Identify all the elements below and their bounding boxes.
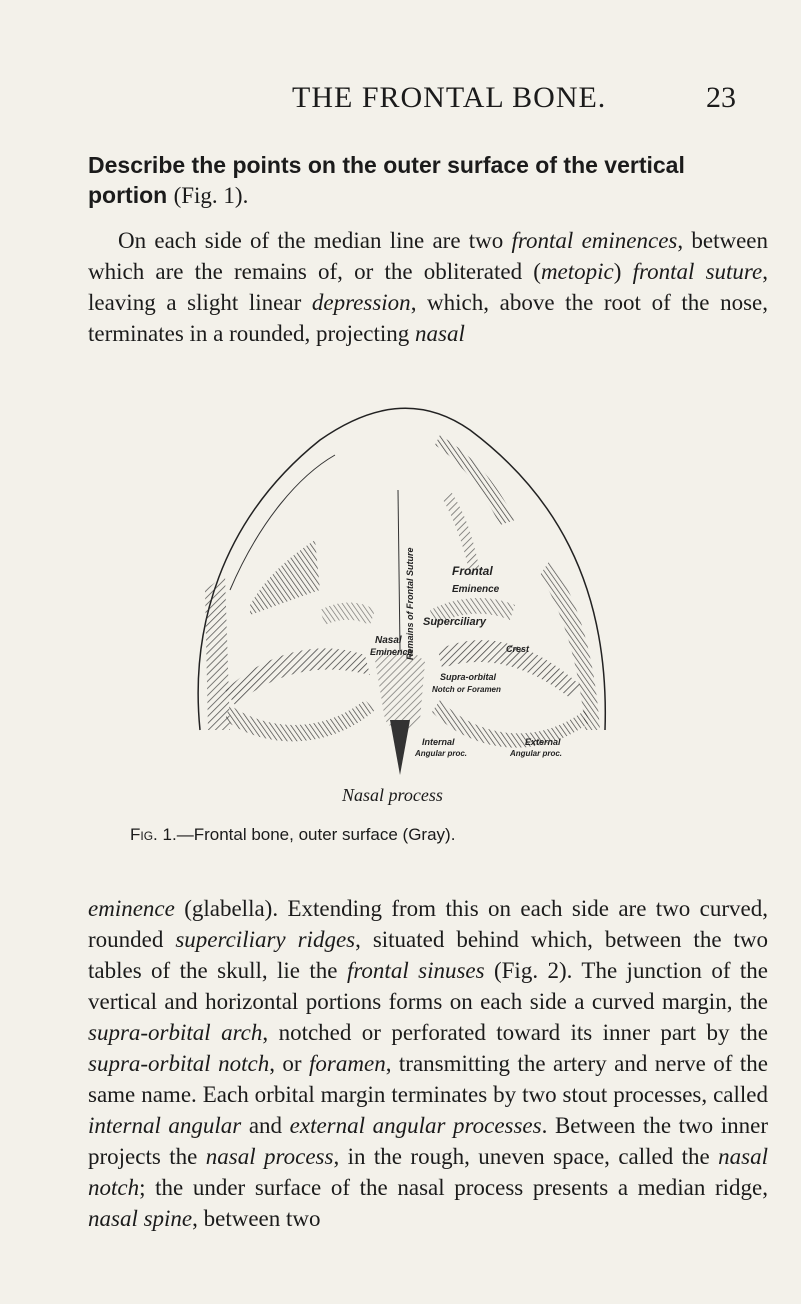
p1-term-frontal-suture: frontal suture	[632, 259, 763, 284]
p1-text: On each side of the median line are two	[118, 228, 512, 253]
p2-term: frontal sinuses	[346, 958, 485, 983]
question-text: Describe the points on the outer surface of the vertical portion	[88, 152, 685, 208]
p2-text: . Between the two inner projects the	[88, 1113, 769, 1169]
label-remains-frontal-suture: Remains of Frontal Suture	[405, 547, 415, 660]
label-notch-or-foramen: Notch or Foramen	[432, 685, 501, 694]
p2-term: foramen	[309, 1051, 386, 1076]
p2-text: , notched or perforated toward its inner part by the	[262, 1020, 768, 1045]
page-header	[0, 78, 801, 118]
p1-term-frontal-eminences: frontal eminences	[511, 228, 678, 253]
question-fig-ref: (Fig. 1).	[173, 183, 249, 208]
p1-text: , which, above the root of the nose, terminates in a rounded, projecting	[88, 290, 768, 346]
p2-term: superciliary ridges	[175, 927, 356, 952]
p2-text: , between two	[192, 1206, 321, 1231]
p2-text: (Fig. 2). The junction of the vertical and horizontal portions forms on each side a curved margin, the	[88, 958, 769, 1014]
label-eminence-2: Eminence	[370, 647, 413, 657]
p2-term: nasal notch	[88, 1144, 769, 1200]
p2-text: , or	[269, 1051, 310, 1076]
running-title: THE FRONTAL BONE.	[292, 81, 607, 114]
label-crest: Crest	[506, 644, 530, 654]
p2-text: (glabella). Extending from this on each side are two curved, rounded	[88, 896, 768, 952]
paragraph-1	[88, 225, 768, 349]
label-superciliary: Superciliary	[423, 616, 486, 628]
label-external-angular-proc: Angular proc.	[510, 749, 563, 758]
p2-term: internal angular	[88, 1113, 242, 1138]
p1-text: )	[613, 259, 633, 284]
p1-term-metopic: metopic	[540, 259, 614, 284]
label-internal: Internal	[422, 737, 455, 747]
label-internal-angular-proc: Angular proc.	[415, 749, 468, 758]
p1-term-depression: depression	[311, 290, 411, 315]
nasal-process-shape	[390, 720, 410, 775]
figure-caption	[130, 825, 690, 845]
p2-text: and	[241, 1113, 290, 1138]
p2-term: external angular processes	[289, 1113, 542, 1138]
label-nasal: Nasal	[375, 635, 402, 646]
left-temporal-shading	[205, 575, 230, 730]
frontal-bone-figure	[170, 400, 630, 785]
p2-text: , in the rough, uneven space, called the	[333, 1144, 719, 1169]
label-external: External	[525, 737, 561, 747]
p1-term-nasal: nasal	[415, 321, 465, 346]
p1-text: , between which are the remains of, or the obliterated (	[88, 228, 768, 284]
figure-number: Fig. 1.	[130, 825, 177, 844]
p2-text: , situated behind which, between the two tables of the skull, lie the	[88, 927, 768, 983]
p2-term: supra-orbital notch	[88, 1051, 270, 1076]
frontal-bone-illustration	[170, 400, 630, 785]
p2-term: supra-orbital arch	[88, 1020, 263, 1045]
label-nasal-process: Nasal process	[342, 785, 443, 805]
p2-text: ; the under surface of the nasal process presents a median ridge,	[139, 1175, 768, 1200]
label-supra-orbital: Supra-orbital	[440, 672, 497, 682]
p2-term: nasal process	[205, 1144, 334, 1169]
p2-term: eminence	[88, 896, 175, 921]
p1-text: , leaving a slight linear	[88, 259, 768, 315]
frontal-suture-line	[398, 490, 400, 650]
figure-caption-text: —Frontal bone, outer surface (Gray).	[176, 825, 456, 844]
label-frontal: Frontal	[452, 564, 493, 578]
paragraph-2	[88, 893, 768, 1234]
question-heading	[88, 150, 768, 211]
page-number: 23	[706, 81, 736, 114]
label-eminence: Eminence	[452, 584, 500, 595]
p2-text: , transmitting the artery and nerve of the same name. Each orbital margin terminates by two stout processes, called	[88, 1051, 768, 1107]
p2-term: nasal spine	[88, 1206, 193, 1231]
